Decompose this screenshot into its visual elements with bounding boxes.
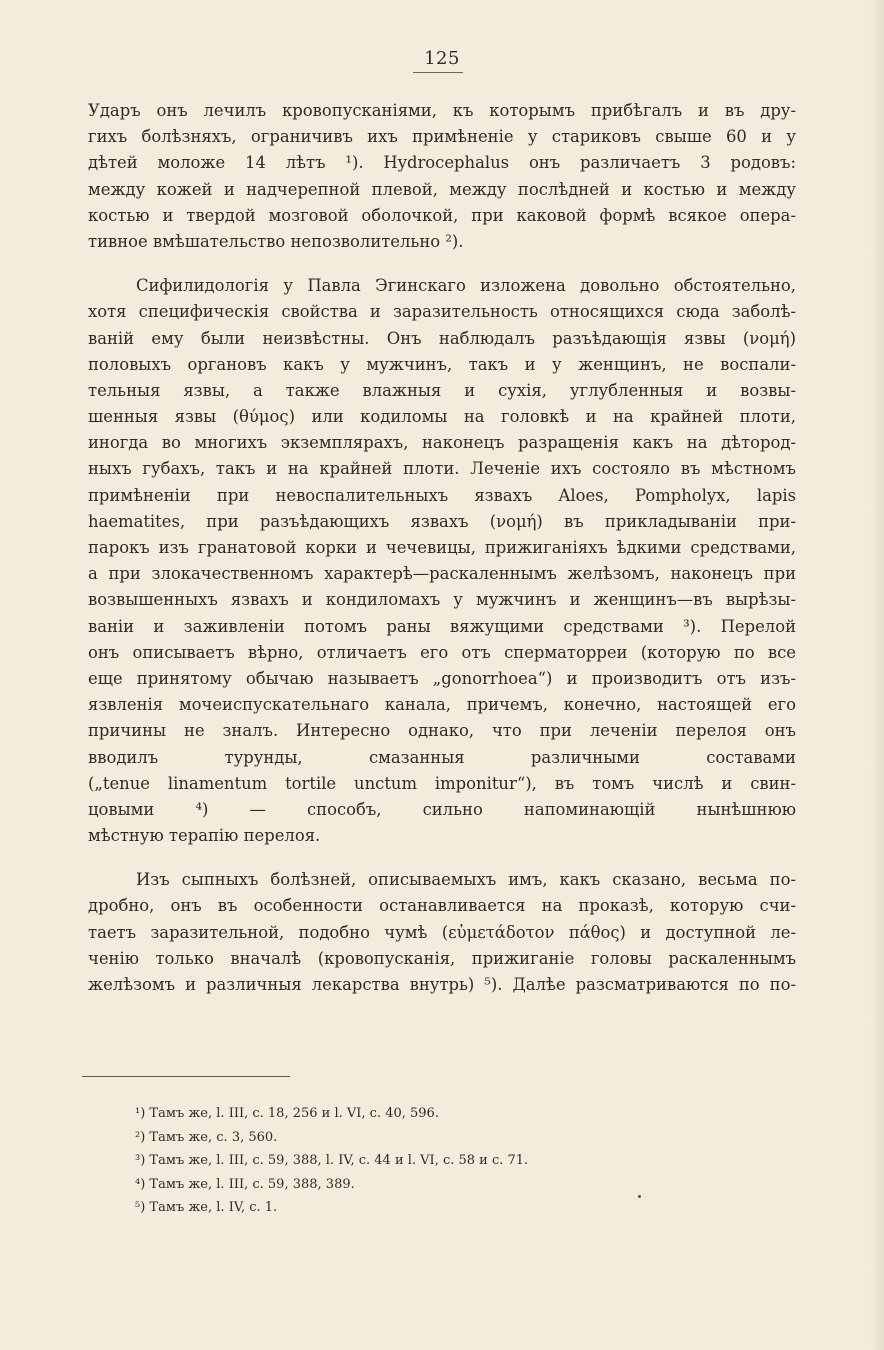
page-number: 125 (424, 48, 460, 69)
text-line: язвленія мочеиспускательнаго канала, причемъ, конечно, настоящей его (88, 695, 796, 715)
footnote: ²) Тамъ же, c. 3, 560. (135, 1129, 278, 1145)
footnote: ⁵) Тамъ же, l. IV, c. 1. (135, 1200, 278, 1215)
text-line: иногда во многихъ экземплярахъ, наконецъ разращенія какъ на дѣтород- (88, 433, 796, 453)
text-line: Сифилидологія у Павла Эгинскаго изложена довольно обстоятельно, (136, 276, 796, 296)
text-line: желѣзомъ и различныя лекарства внутрь) ⁵). Далѣе разсматриваются по по- (88, 975, 796, 994)
text-line: дѣтей моложе 14 лѣтъ ¹). Hydrocephalus онъ различаетъ 3 родовъ: (88, 153, 796, 173)
text-line: парокъ изъ гранатовой корки и чечевицы, прижиганіяхъ ѣдкими средствами, (88, 538, 796, 557)
paragraph (88, 867, 796, 998)
paragraph (88, 273, 796, 849)
text-line: ченію только вначалѣ (кровопусканія, прижиганіе головы раскаленнымъ (88, 948, 796, 968)
text-line: возвышенныхъ язвахъ и кондиломахъ у мужчинъ и женщинъ—въ вырѣзы- (88, 590, 796, 610)
text-line: ныхъ губахъ, такъ и на крайней плоти. Леченіе ихъ состояло въ мѣстномъ (88, 459, 796, 479)
text-line: а при злокачественномъ характерѣ—раскаленнымъ желѣзомъ, наконецъ при (88, 564, 796, 584)
text-line: ваній ему были неизвѣстны. Онъ наблюдалъ разъѣдающія язвы (νομή) (88, 328, 796, 348)
page-edge-shadow (870, 0, 884, 1350)
page-number-underline (413, 72, 463, 73)
text-line: таетъ заразительной, подобно чумѣ (εὐμετάδοτον πάθος) и доступной ле- (88, 922, 796, 942)
text-line: тельныя язвы, а также влажныя и сухія, углубленныя и возвы- (88, 380, 796, 400)
text-line: онъ описываетъ вѣрно, отличаетъ его отъ сперматорреи (которую по все (88, 642, 796, 662)
text-line: Ударъ онъ лечилъ кровопусканіями, къ которымъ прибѣгалъ и въ дру- (88, 101, 796, 120)
print-speck (638, 1195, 641, 1198)
text-line: („tenue linamentum tortile unctum imponitur“), въ томъ числѣ и свин- (88, 773, 796, 793)
paragraph-gap (88, 849, 796, 867)
text-line: ваніи и заживленіи потомъ раны вяжущими средствами ³). Перелой (88, 616, 796, 636)
footnote: ³) Тамъ же, l. III, c. 59, 388, l. IV, c. 44 и l. VI, c. 58 и c. 71. (135, 1153, 529, 1168)
text-line: примѣненіи при невоспалительныхъ язвахъ Aloes, Pompholyx, lapis (88, 485, 796, 505)
text-line: шенныя язвы (θύμος) или кодиломы на головкѣ и на крайней плоти, (88, 407, 796, 427)
text-line: причины не зналъ. Интересно однако, что при леченіи перелоя онъ (88, 721, 796, 741)
footnotes (135, 1102, 755, 1220)
paragraph-gap (88, 255, 796, 273)
text-line: мѣстную терапію перелоя. (88, 826, 321, 846)
text-line: вводилъ турунды, смазанныя различными составами (88, 747, 796, 767)
text-line: половыхъ органовъ какъ у мужчинъ, такъ и у женщинъ, не воспали- (88, 354, 796, 374)
text-line: дробно, онъ въ особенности останавливается на проказѣ, которую счи- (88, 896, 796, 916)
footnote-separator (82, 1076, 290, 1077)
footnote: ⁴) Тамъ же, l. III, c. 59, 388, 389. (135, 1176, 355, 1192)
text-line: между кожей и надчерепной плевой, между послѣдней и костью и между (88, 179, 796, 199)
footnote: ¹) Тамъ же, l. III, c. 18, 256 и l. VI, c. 40, 596. (135, 1106, 439, 1121)
text-line: хотя специфическія свойства и заразительность относящихся сюда заболѣ- (88, 302, 796, 322)
paragraph (88, 98, 796, 255)
text-line: костью и твердой мозговой оболочкой, при каковой формѣ всякое опера- (88, 205, 796, 225)
text-line: гихъ болѣзняхъ, ограничивъ ихъ примѣненіе у стариковъ свыше 60 и у (88, 127, 796, 147)
text-line: цовыми ⁴) — способъ, сильно напоминающій нынѣшнюю (88, 799, 796, 819)
text-line: Изъ сыпныхъ болѣзней, описываемыхъ имъ, какъ сказано, весьма по- (136, 870, 796, 890)
text-line: тивное вмѣшательство непозволительно ²). (88, 231, 464, 251)
text-line: еще принятому обычаю называетъ „gonorrhoea“) и производитъ отъ изъ- (88, 668, 796, 688)
text-line: haematites, при разъѣдающихъ язвахъ (νομή) въ прикладываніи при- (88, 511, 796, 531)
body-text (88, 98, 796, 998)
